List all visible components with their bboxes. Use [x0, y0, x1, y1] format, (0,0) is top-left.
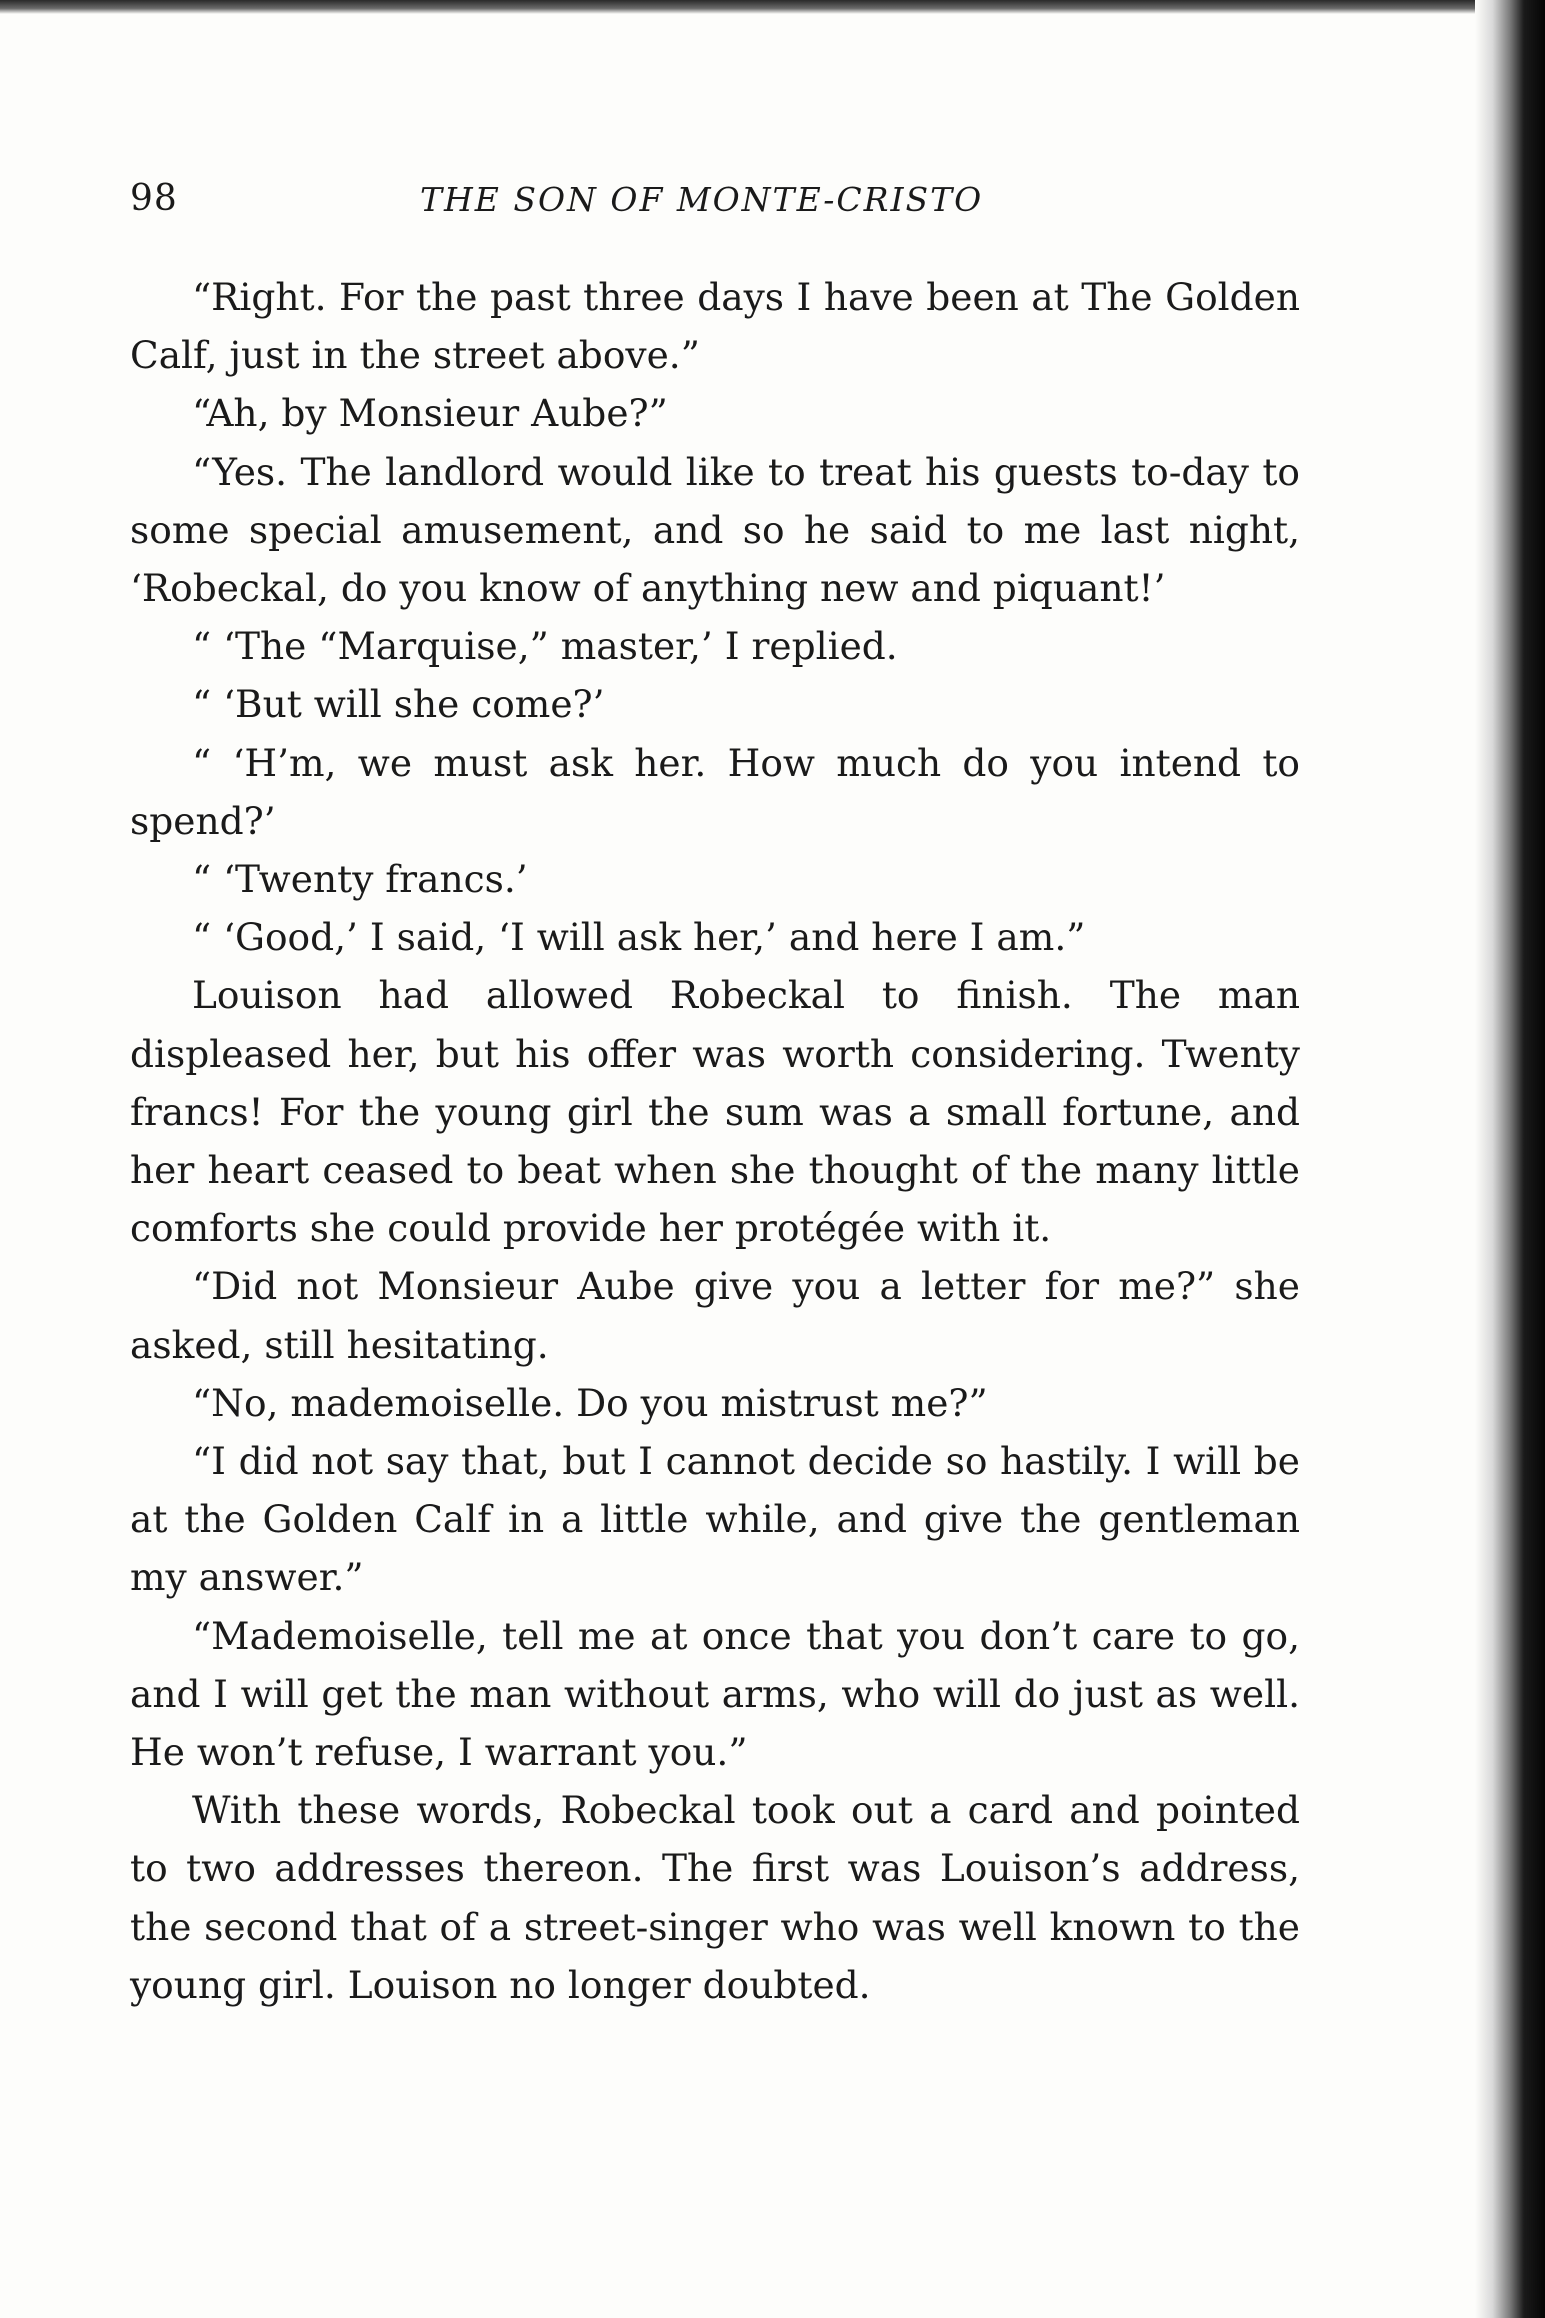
- page-number: 98: [130, 178, 178, 219]
- running-title: THE SON OF MONTE-CRISTO: [420, 180, 984, 219]
- body-text: [130, 268, 1300, 2014]
- paragraph: “ ‘Twenty francs.’: [192, 857, 528, 902]
- paragraph: “Ah, by Monsieur Aube?”: [192, 391, 668, 436]
- paragraph: “Mademoiselle, tell me at once that you don’t care to go, and I will get the man without arms, who will do just as well. He won’t refuse, I warrant you.”: [130, 1613, 1300, 1775]
- paragraph: With these words, Robeckal took out a card and pointed to two addresses thereon. The first was Louison’s address, the second that of a street-singer who was well known to the young girl. Louison no longer doubted.: [130, 1788, 1300, 2007]
- paragraph: Louison had allowed Robeckal to finish. The man displeased her, but his offer was worth considering. Twenty francs! For the young girl the sum was a small fortune, and her heart ceased to beat when she thought of the many little comforts she could provide her protégée with it.: [130, 973, 1300, 1251]
- page-gutter-shadow: [1475, 0, 1545, 2318]
- paragraph: “ ‘H’m, we must ask her. How much do you intend to spend?’: [130, 740, 1300, 843]
- paragraph: “Did not Monsieur Aube give you a letter for me?” she asked, still hesitating.: [130, 1264, 1300, 1367]
- paragraph: “ ‘The “Marquise,” master,’ I replied.: [192, 624, 898, 669]
- paragraph: “ ‘Good,’ I said, ‘I will ask her,’ and here I am.”: [192, 915, 1086, 960]
- paragraph: “Yes. The landlord would like to treat his guests to-day to some special amusement, and so he said to me last night, ‘Robeckal, do you know of anything new and piquant!’: [130, 449, 1300, 611]
- paragraph: “No, mademoiselle. Do you mistrust me?”: [192, 1380, 988, 1425]
- paragraph: “Right. For the past three days I have been at The Golden Calf, just in the street above.”: [130, 275, 1300, 378]
- running-head: [130, 178, 1300, 238]
- paragraph: “I did not say that, but I cannot decide so hastily. I will be at the Golden Calf in a little while, and give the gentleman my answer.”: [130, 1439, 1300, 1600]
- scan-top-edge: [0, 0, 1545, 14]
- paragraph: “ ‘But will she come?’: [192, 682, 605, 727]
